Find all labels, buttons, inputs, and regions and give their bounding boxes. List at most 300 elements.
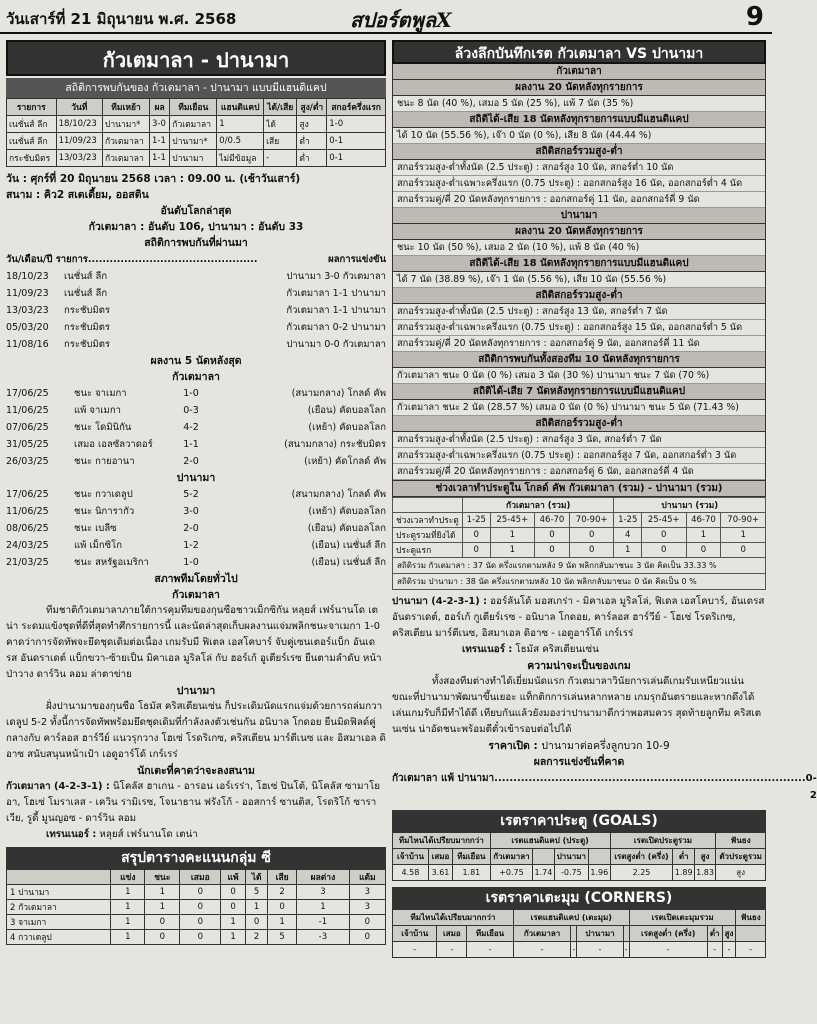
odds-group: ฟันธง: [716, 833, 766, 849]
group-header-cell: เสมอ: [180, 870, 221, 885]
h2h-header-cell: ทีมเหย้า: [103, 99, 150, 116]
cond-team2: ปานามา: [176, 685, 216, 697]
cond-title: สภาพทีมโดยทั่วไป: [154, 573, 238, 585]
odds-sub: เสมอ: [437, 926, 467, 942]
past-competition: เนชั่นส์ ลีก: [64, 288, 108, 299]
group-cell: 0: [221, 900, 246, 915]
form-date: 24/03/25: [6, 540, 49, 551]
group-cell: 1: [297, 900, 350, 915]
form-venue: (เยือน) คัดบอลโลก: [307, 405, 386, 416]
group-cell: 0: [145, 915, 180, 930]
form-row: [6, 453, 386, 470]
past-row: [6, 319, 386, 336]
right-column: [392, 40, 817, 958]
form-score: 3-0: [183, 506, 199, 517]
form-result: ชนะ จาเมกา: [74, 388, 127, 399]
group-cell: 2: [245, 930, 267, 945]
form-result: ชนะ กายอานา: [74, 456, 135, 467]
group-row: [7, 930, 386, 945]
odds-sub: สูง: [694, 849, 715, 865]
group-cell: 1: [145, 885, 180, 900]
h2h-header-cell: แฮนดิแคป: [217, 99, 264, 116]
h2h-table: [6, 98, 386, 167]
form-row: [6, 537, 386, 554]
stat-line: สกอร์รวมคู่/คี่ 20 นัดหลังทุกรายการ : ออกสกอร์คู่ 9 นัด, ออกสกอร์คี่ 11 นัด: [393, 336, 765, 352]
odds-sub: ตัวประตูรวม: [716, 849, 766, 865]
form-score: 4-2: [183, 422, 199, 433]
lineup2: ปานามา (4-2-3-1) : ออร์ลันโด้ มอสเกร่า - มิคาเอล มูริลโล่, ฟิเดล เอสโคบาร์, อันเดรส อันดราเดต์, ฮอร์เก้ กูเตียร์เรซ - อนิบาล โกดอย, คาร์ลอส ฮาร์วีย์ - โฮเซ่ โรดริเกซ, คริสเตียน มาร์ตีเนซ, อิสมาเอล ดิอาซ - เอดูอาร์โด้ เกร์เรร่: [392, 596, 765, 639]
odds-value: -: [623, 942, 629, 958]
stat-heading: สถิติได้-เสีย 7 นัดหลังทุกรายการแบบมีแฮนดิแคป: [393, 384, 765, 400]
lineup1: กัวเตมาลา (4-2-3-1) : นิโคลัส ฮาเกน - อารอน เอร์เรร่า, โฮเซ่ ปินโต้, นิโคลัส ซามาโยอา, โฮเซ่ โมราเลส - เควิน รามิเรซ, โจนาธาน ฟรังโก้ - ออสการ์ ซานติส, โรดริโก้ ซาราเวีย, รูดี้ มูนญอซ - ดาร์วิน ลอม: [6, 781, 381, 824]
h2h-cell: ไม่มีข้อมูล: [217, 150, 264, 167]
stat-line: ได้ 7 นัด (38.89 %), เจ๊า 1 นัด (5.56 %), เสีย 10 นัด (55.56 %): [393, 272, 765, 288]
odds-group: เรตแฮนดิแคป (เตะมุม): [513, 910, 629, 926]
time-cell: 1-25: [614, 513, 642, 528]
odds-sub: เสมอ: [428, 849, 452, 865]
stat-line: สกอร์รวมคู่/คี่ 20 นัดหลังทุกรายการ : ออกสกอร์คู่ 6 นัด, ออกสกอร์คี่ 4 นัด: [393, 464, 765, 480]
h2h-cell: 0-1: [327, 150, 386, 167]
group-cell: 0: [349, 915, 385, 930]
past-spacer: [122, 302, 236, 319]
time-label: ประตูรวมที่ยิงได้: [393, 528, 463, 543]
form-row: [6, 436, 386, 453]
group-cell: 0: [268, 900, 297, 915]
time-cell: 0: [642, 528, 687, 543]
form-date: 26/03/25: [6, 456, 49, 467]
time-label: ช่วงเวลาทำประตู: [393, 513, 463, 528]
group-cell: 1: [268, 915, 297, 930]
h2h-cell: ปานามา*: [170, 133, 217, 150]
rank-text: กัวเตมาลา : อันดับ 106, ปานามา : อันดับ 33: [88, 221, 304, 233]
odds-value: 1.83: [694, 865, 715, 881]
past-date: 18/10/23: [6, 271, 49, 282]
group-cell: 1: [145, 900, 180, 915]
stat-line: สกอร์รวมสูง-ต่ำเฉพาะครึ่งแรก (0.75 ประตู) : ออกสกอร์สูง 7 นัด, ออกสกอร์ต่ำ 3 นัด: [393, 448, 765, 464]
stat-heading: สถิติสกอร์รวมสูง-ต่ำ: [393, 416, 765, 432]
time-cell: 0: [535, 543, 570, 558]
h2h-cell: เนชั่นส์ ลีก: [7, 133, 57, 150]
past-result: ปานามา 0-0 กัวเตมาลา: [286, 339, 386, 350]
form-result: ชนะ โดมินิกัน: [74, 422, 132, 433]
last5-title: ผลงาน 5 นัดหลังสุด: [150, 355, 242, 367]
group-cell: 0: [180, 885, 221, 900]
group-header-cell: เสีย: [268, 870, 297, 885]
form-date: 08/06/25: [6, 523, 49, 534]
past-list: [6, 268, 386, 353]
form-score: 0-3: [183, 405, 199, 416]
stat-line: กัวเตมาลา ชนะ 0 นัด (0 %) เสมอ 3 นัด (30 %) ปานามา ชนะ 7 นัด (70 %): [393, 368, 765, 384]
h2h-header-cell: รายการ: [7, 99, 57, 116]
form-result: แพ้ เม็กซิโก: [74, 540, 122, 551]
odds-sub: ทีมเยือน: [467, 926, 514, 942]
odds-group: เรตเปิดเตะมุมรวม: [629, 910, 736, 926]
past-date: 11/08/16: [6, 339, 49, 350]
group-cell: 1: [245, 900, 267, 915]
form-date: 17/06/25: [6, 388, 49, 399]
group-team: 1 ปานามา: [7, 885, 111, 900]
group-header-team: [7, 870, 111, 885]
match-time: วัน : ศุกร์ที่ 20 มิถุนายน 2568 เวลา : 09.00 น. (เช้าวันเสาร์): [6, 173, 301, 185]
past-date: 11/09/23: [6, 288, 49, 299]
form-result: ชนะ กวาเดลูป: [74, 489, 133, 500]
h2h-header-cell: ได้/เสีย: [264, 99, 297, 116]
odds-value: -: [629, 942, 707, 958]
group-row: [7, 915, 386, 930]
odds-value: 1.96: [589, 865, 610, 881]
lineup-title: นักเตะที่คาดว่าจะลงสนาม: [137, 765, 255, 777]
stat-line: ชนะ 8 นัด (40 %), เสมอ 5 นัด (25 %), แพ้ 7 นัด (35 %): [393, 96, 765, 112]
stat-line: สกอร์รวมสูง-ต่ำทั้งนัด (2.5 ประตู) : สกอร์สูง 13 นัด, สกอร์ต่ำ 7 นัด: [393, 304, 765, 320]
time-cell: 1: [721, 528, 766, 543]
coach1: เทรนเนอร์ : หลุยส์ เฟร์นานโด เตน่า: [46, 829, 198, 840]
form-row: [6, 402, 386, 419]
match-title: กัวเตมาลา - ปานามา: [6, 40, 386, 76]
group-cell: 1: [111, 915, 145, 930]
analysis-title: ความน่าจะเป็นของเกม: [527, 660, 631, 672]
form-row: [6, 419, 386, 436]
h2h-cell: 1: [217, 116, 264, 133]
odds-value: -0.75: [554, 865, 588, 881]
h2h-cell: ปานามา: [170, 150, 217, 167]
group-cell: -3: [297, 930, 350, 945]
form-team1: กัวเตมาลา: [172, 371, 220, 383]
form-team2: ปานามา: [176, 472, 216, 484]
past-result: ปานามา 3-0 กัวเตมาลา: [286, 271, 386, 282]
odds-value: -: [707, 942, 722, 958]
past-spacer: [122, 285, 236, 302]
time-row: [393, 543, 766, 558]
odds-sub: [589, 849, 610, 865]
group-title: สรุปตารางคะแนนกลุ่ม ซี: [6, 847, 386, 869]
odds-value: -: [437, 942, 467, 958]
time-title: ช่วงเวลาทำประตูใน โกลด์ คัพ กัวเตมาลา (รวม) - ปานามา (รวม): [392, 481, 766, 497]
form-venue: (เยือน) เนชั่นส์ ลีก: [311, 540, 386, 551]
odds-group: เรตเปิดประตูรวม: [610, 833, 716, 849]
odds-sub: ปานามา: [577, 926, 624, 942]
time-cell: 0: [642, 543, 687, 558]
form-venue: (เยือน) คัดบอลโลก: [307, 523, 386, 534]
odds-value: -: [513, 942, 570, 958]
form-date: 21/03/25: [6, 557, 49, 568]
masthead-logo: สปอร์ตพูลX: [350, 8, 452, 32]
past-result: กัวเตมาลา 1-1 ปานามา: [286, 288, 386, 299]
odds-sub: เรตสูงต่ำ (ครึ่ง): [629, 926, 707, 942]
h2h-cell: 18/10/23: [56, 116, 102, 133]
form-score: 1-1: [183, 439, 199, 450]
group-cell: 0: [245, 915, 267, 930]
time-cell: 46-70: [535, 513, 570, 528]
h2h-header-cell: วันที่: [56, 99, 102, 116]
h2h-cell: 11/09/23: [56, 133, 102, 150]
odds-group: ฟันธง: [736, 910, 766, 926]
h2h-cell: 1-1: [150, 133, 170, 150]
h2h-cell: กัวเตมาลา: [103, 133, 150, 150]
odds-group: เรตแฮนดิแคป (ประตู): [490, 833, 610, 849]
page-header: [0, 0, 772, 34]
stats-blocks: [392, 64, 766, 481]
odds-sub: เจ้าบ้าน: [393, 926, 437, 942]
past-competition: กระชับมิตร: [64, 339, 110, 350]
goals-title: เรตราคาประตู (GOALS): [392, 810, 766, 832]
odds-value: 1.81: [453, 865, 491, 881]
past-row: [6, 285, 386, 302]
page-number: 9: [745, 2, 764, 32]
odds-group: ทีมไหนได้เปรียบมากกว่า: [393, 910, 514, 926]
time-cell: 1: [490, 528, 535, 543]
time-cell: 0: [686, 543, 721, 558]
team-heading: ปานามา: [393, 208, 765, 224]
odds-value: 1.89: [673, 865, 694, 881]
group-header-cell: ได้: [245, 870, 267, 885]
group-table: [6, 869, 386, 945]
h2h-cell: 1-0: [327, 116, 386, 133]
group-cell: 3: [297, 885, 350, 900]
match-venue: สนาม : คิว2 สเตเดี้ยม, ออสติน: [6, 189, 149, 201]
odds-value: -: [571, 942, 577, 958]
prediction-title: ผลการแข่งขันที่คาด: [533, 756, 625, 768]
group-cell: 3: [349, 885, 385, 900]
time-cell: 70-90+: [569, 513, 614, 528]
h2h-title: สถิติการพบกันของ กัวเตมาลา - ปานามา แบบมีแฮนดิแคป: [6, 78, 386, 98]
time-cell: 0: [463, 543, 491, 558]
group-row: [7, 900, 386, 915]
odds-value: 2.25: [610, 865, 673, 881]
group-team: 4 กวาเดลูป: [7, 930, 111, 945]
h2h-row: [7, 150, 386, 167]
group-cell: 0: [180, 900, 221, 915]
form-date: 11/06/25: [6, 506, 49, 517]
left-column: [6, 40, 386, 945]
stat-line: สกอร์รวมสูง-ต่ำทั้งนัด (2.5 ประตู) : สกอร์สูง 3 นัด, สกอร์ต่ำ 7 นัด: [393, 432, 765, 448]
form-result: แพ้ จาเมกา: [74, 405, 121, 416]
group-cell: -1: [297, 915, 350, 930]
form-venue: (สนามกลาง) กระชับมิตร: [284, 439, 386, 450]
h2h-cell: ต่ำ: [297, 133, 327, 150]
form-row: [6, 520, 386, 537]
form-score: 1-0: [183, 388, 199, 399]
time-cell: 1: [614, 543, 642, 558]
corners-table: [392, 909, 766, 958]
form-score: 2-0: [183, 456, 199, 467]
stat-heading: ผลงาน 20 นัดหลังทุกรายการ: [393, 80, 765, 96]
h2h-cell: เสีย: [264, 133, 297, 150]
h2h-row: [7, 133, 386, 150]
cond-team1: กัวเตมาลา: [172, 589, 220, 601]
h2h-cell: กัวเตมาลา: [170, 116, 217, 133]
h2h-cell: สูง: [297, 116, 327, 133]
h2h-cell: เนชั่นส์ ลีก: [7, 116, 57, 133]
group-cell: 0: [349, 930, 385, 945]
past-row: [6, 336, 386, 353]
analysis-text: ทั้งสองทีมต่างทำได้เยี่ยมนัดแรก กัวเตมาลาวินัยการเล่นดีเกมรับเหนียวแน่น ขณะที่ปานามาพัฒนาขึ้นเยอะ แท็กติกการเล่นหลากหลาย เกมรุกอันตรายและหากดึงได้เล่นเกมรับก็มีทำได้ดี เทียบกันแล้วยังมองว่าปานามาดีกว่าพอสมควร สุดท้ายลูกทีม คริสเตนเซ่น น่าอัดชนะพร้อมตีตั๋วเข้ารอบต่อไปได้: [392, 676, 762, 735]
group-header-cell: แพ้: [221, 870, 246, 885]
odds-value: สูง: [716, 865, 766, 881]
odds-group: ทีมไหนได้เปรียบมากกว่า: [393, 833, 491, 849]
odds-sub: เรตสูงต่ำ (ครึ่ง): [610, 849, 673, 865]
form-date: 17/06/25: [6, 489, 49, 500]
past-date: 05/03/20: [6, 322, 49, 333]
stats-title: ล้วงลึกบันทึกเรต กัวเตมาลา VS ปานามา: [392, 40, 766, 64]
odds-value: -: [736, 942, 766, 958]
past-competition: เนชั่นส์ ลีก: [64, 271, 108, 282]
group-cell: 0: [145, 930, 180, 945]
time-cell: 46-70: [686, 513, 721, 528]
h2h-header-cell: สกอร์ครึ่งแรก: [327, 99, 386, 116]
past-spacer: [122, 319, 236, 336]
group-cell: 0: [221, 885, 246, 900]
group-cell: 0: [180, 930, 221, 945]
time-note2: สถิติรวม ปานามา : 38 นัด ครึ่งแรกตามหลัง 10 นัด พลิกกลับมาชนะ 0 นัด คิดเป็น 0 %: [392, 574, 766, 590]
form-result: ชนะ สหรัฐอเมริกา: [74, 557, 149, 568]
form-result: เสมอ เอลซัลวาดอร์: [74, 439, 153, 450]
past-date: 13/03/23: [6, 305, 49, 316]
form-result: ชนะ นิการากัว: [74, 506, 135, 517]
time-cell: 25-45+: [490, 513, 535, 528]
odds-value: -: [577, 942, 624, 958]
stat-line: สกอร์รวมสูง-ต่ำเฉพาะครึ่งแรก (0.75 ประตู) : ออกสกอร์สูง 16 นัด, ออกสกอร์ต่ำ 4 นัด: [393, 176, 765, 192]
group-header-cell: แต้ม: [349, 870, 385, 885]
corners-title: เรตราคาเตะมุม (CORNERS): [392, 887, 766, 909]
group-row: [7, 885, 386, 900]
group-cell: 5: [245, 885, 267, 900]
stat-line: สกอร์รวมสูง-ต่ำทั้งนัด (2.5 ประตู) : สกอร์สูง 10 นัด, สกอร์ต่ำ 10 นัด: [393, 160, 765, 176]
time-cell: 0: [569, 543, 614, 558]
time-row: [393, 528, 766, 543]
h2h-cell: ปานามา*: [103, 116, 150, 133]
form-venue: (เยือน) เนชั่นส์ ลีก: [311, 557, 386, 568]
form-row: [6, 486, 386, 503]
h2h-cell: 13/03/23: [56, 150, 102, 167]
group-team: 3 จาเมกา: [7, 915, 111, 930]
form-date: 11/06/25: [6, 405, 49, 416]
group-cell: 3: [349, 900, 385, 915]
odds-value: 3.61: [428, 865, 452, 881]
time-cell: 1-25: [463, 513, 491, 528]
odds-value: -: [722, 942, 736, 958]
past-competition: กระชับมิตร: [64, 305, 110, 316]
odds-value: -: [467, 942, 514, 958]
past-title: สถิติการพบกันที่ผ่านมา: [144, 237, 248, 249]
odds-sub: เจ้าบ้าน: [393, 849, 429, 865]
odds-sub: ทีมเยือน: [453, 849, 491, 865]
odds-sub: สูง: [722, 926, 736, 942]
stat-heading: สถิติสกอร์รวมสูง-ต่ำ: [393, 288, 765, 304]
time-cell: 0: [463, 528, 491, 543]
form1-list: [6, 385, 386, 470]
form-venue: (สนามกลาง) โกลด์ คัพ: [291, 388, 386, 399]
h2h-cell: 0-1: [327, 133, 386, 150]
stat-line: สกอร์รวมสูง-ต่ำเฉพาะครึ่งแรก (0.75 ประตู) : ออกสกอร์สูง 15 นัด, ออกสกอร์ต่ำ 5 นัด: [393, 320, 765, 336]
time-cell: 0: [721, 543, 766, 558]
time-cell: 1: [686, 528, 721, 543]
time-note1: สถิติรวม กัวเตมาลา : 37 นัด ครึ่งแรกตามหลัง 9 นัด พลิกกลับมาชนะ 3 นัด คิดเป็น 33.33 %: [392, 558, 766, 574]
stat-line: สกอร์รวมคู่/คี่ 20 นัดหลังทุกรายการ : ออกสกอร์คู่ 11 นัด, ออกสกอร์คี่ 9 นัด: [393, 192, 765, 208]
opening-price: ราคาเปิด : ปานามาต่อครึ่งลูกบวก 10-9: [488, 740, 670, 752]
h2h-cell: ได้: [264, 116, 297, 133]
past-spacer: [122, 336, 236, 353]
group-cell: 5: [268, 930, 297, 945]
cond-text2: ฝั่งปานามาของกุนซือ โธมัส คริสเตียนเซ่น ก็ประเดิมนัดแรกแจ่มด้วยการถล่มกวาเดลูป 5-2 ทั้งนี้การจัดทัพพร้อมยึดชุดเดิมที่กำลังลงตัวเช่นกัน อนิบาล โกดอย ยืนมิดฟิลด์คู่กลางกับ คาร์ลอส ฮาร์วีย์ แนวรุกวาง โฮเซ่ โรดริเกซ, คริสเตียน มาร์ตีเนซ และ อิสมาเอล ดิอาซ สนับสนุนหน้าเป้า เอดูอาร์โด้ เกร์เรร่: [6, 701, 386, 760]
stat-heading: ผลงาน 20 นัดหลังทุกรายการ: [393, 224, 765, 240]
h2h-cell: 0/0.5: [217, 133, 264, 150]
odds-sub: ต่ำ: [707, 926, 722, 942]
stat-line: ได้ 10 นัด (55.56 %), เจ๊า 0 นัด (0 %), เสีย 8 นัด (44.44 %): [393, 128, 765, 144]
past-row: [6, 268, 386, 285]
odds-sub: ต่ำ: [673, 849, 694, 865]
form-score: 2-0: [183, 523, 199, 534]
h2h-cell: กระชับมิตร: [7, 150, 57, 167]
odds-value: 1.74: [533, 865, 554, 881]
form-venue: (เหย้า) คัดบอลโลก: [308, 506, 386, 517]
time-table: กัวเตมาลา (รวม) ปานามา (รวม) ช่วงเวลาทำประตู 1-25 25-45+ 46-70 70-90+ 1-25 25-45+ 46-70 70-90+ ประตูรวมที่ยิงได้ 0 1 0 0 4 0 1 1 ประตูแรก 0 1 0 0 1 0 0 0: [392, 497, 766, 558]
odds-sub: กัวเตมาลา: [490, 849, 533, 865]
odds-sub: [736, 926, 766, 942]
odds-sub: กัวเตมาลา: [513, 926, 570, 942]
odds-sub: [533, 849, 554, 865]
odds-value: +0.75: [490, 865, 533, 881]
stat-line: กัวเตมาลา ชนะ 2 นัด (28.57 %) เสมอ 0 นัด (0 %) ปานามา ชนะ 5 นัด (71.43 %): [393, 400, 765, 416]
h2h-header-cell: สูง/ต่ำ: [297, 99, 327, 116]
h2h-row: [7, 116, 386, 133]
h2h-cell: 1-1: [150, 150, 170, 167]
form-venue: (สนามกลาง) โกลด์ คัพ: [291, 489, 386, 500]
h2h-cell: กัวเตมาลา: [103, 150, 150, 167]
time-cell: 70-90+: [721, 513, 766, 528]
group-cell: 0: [180, 915, 221, 930]
group-cell: 2: [268, 885, 297, 900]
group-cell: 1: [111, 930, 145, 945]
h2h-cell: 3-0: [150, 116, 170, 133]
issue-date: วันเสาร์ที่ 21 มิถุนายน พ.ศ. 2568: [6, 10, 237, 28]
time-row: [393, 513, 766, 528]
time-cell: 0: [569, 528, 614, 543]
group-header-cell: ผลต่าง: [297, 870, 350, 885]
stat-heading: สถิติได้-เสีย 18 นัดหลังทุกรายการแบบมีแฮนดิแคป: [393, 256, 765, 272]
time-cell: 25-45+: [642, 513, 687, 528]
form-score: 1-2: [183, 540, 199, 551]
time-cell: 0: [535, 528, 570, 543]
group-header-cell: แข่ง: [111, 870, 145, 885]
form-venue: (เหย้า) คัดบอลโลก: [308, 422, 386, 433]
stat-heading: สถิติสกอร์รวมสูง-ต่ำ: [393, 144, 765, 160]
team-heading: กัวเตมาลา: [393, 64, 765, 80]
goals-table: [392, 832, 766, 881]
odds-sub: ปานามา: [554, 849, 588, 865]
group-cell: 1: [111, 900, 145, 915]
form-row: [6, 554, 386, 571]
stat-heading: สถิติการพบกันทั้งสองทีม 10 นัดหลังทุกรายการ: [393, 352, 765, 368]
past-spacer: [122, 268, 236, 285]
form-score: 5-2: [183, 489, 199, 500]
time-label: ประตูแรก: [393, 543, 463, 558]
odds-value: 4.58: [393, 865, 429, 881]
odds-value: -: [393, 942, 437, 958]
form-date: 07/06/25: [6, 422, 49, 433]
h2h-cell: -: [264, 150, 297, 167]
past-result: กัวเตมาลา 0-2 ปานามา: [286, 322, 386, 333]
h2h-header-cell: ผล: [150, 99, 170, 116]
past-result: กัวเตมาลา 1-1 ปานามา: [286, 305, 386, 316]
rank-title: อันดับโลกล่าสุด: [160, 205, 232, 217]
group-cell: 1: [221, 915, 246, 930]
group-header-cell: ชนะ: [145, 870, 180, 885]
form-result: ชนะ เบลีซ: [74, 523, 117, 534]
h2h-cell: ต่ำ: [297, 150, 327, 167]
time-cell: 1: [490, 543, 535, 558]
coach2: เทรนเนอร์ : โธมัส คริสเตียนเซ่น: [462, 644, 599, 655]
form-row: [6, 385, 386, 402]
